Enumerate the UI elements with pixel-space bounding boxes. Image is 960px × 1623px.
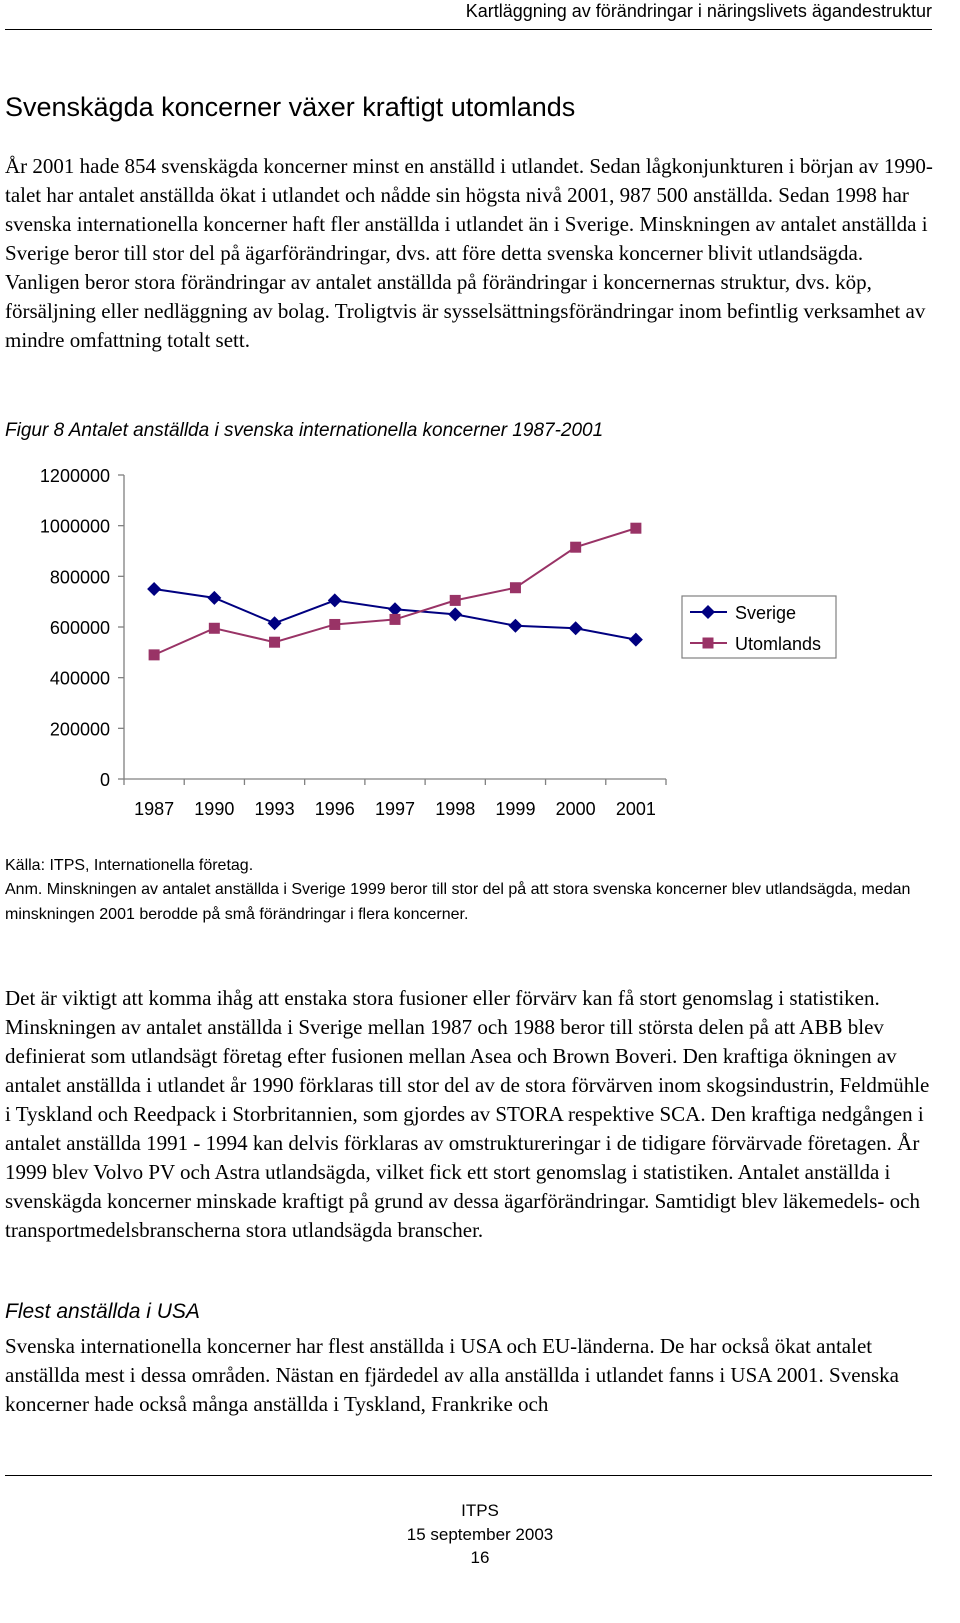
x-tick-label: 1999 xyxy=(495,799,536,819)
paragraph-discussion: Det är viktigt att komma ihåg att enstaka stora fusioner eller förvärv kan få stort genomslag i statistiken. Minskningen av antalet anställda i Sverige mellan 1987 och 1988 beror till största delen på att ABB blev definierat som utlandsägt företag efter fusionen mellan Asea och Brown Boveri. Den kraftiga ökningen av antalet anställda i utlandet år 1990 förklaras till stor del av de stora förvärven inom skogsindustrin, Feldmühle i Tyskland och Reedpack i Storbritannien, som gjordes av STORA respektive SCA. Den kraftiga nedgången i antalet anställda 1991 - 1994 kan delvis förklaras av omstruktureringar i de tidigare förvärvade företagen. År 1999 blev Volvo PV och Astra utlandsägda, vilket fick ett stort genomslag i statistiken. Antalet anställda i svenskägda koncerner minskade kraftigt på grund av dessa ägarförändringar. Samtidigt blev läkemedels- och transportmedelsbranscherna stora utlandsägda branscher. xyxy=(5,986,930,1242)
y-tick-label: 1200000 xyxy=(39,466,110,486)
data-point-utomlands xyxy=(390,614,401,625)
data-point-sverige xyxy=(147,582,161,596)
x-tick-label: 2000 xyxy=(555,799,596,819)
data-point-utomlands xyxy=(269,637,280,648)
y-tick-label: 600000 xyxy=(49,618,110,638)
data-point-utomlands xyxy=(329,619,340,630)
data-point-utomlands xyxy=(570,542,581,553)
header-divider xyxy=(5,29,932,30)
x-tick-label: 1998 xyxy=(435,799,476,819)
x-tick-label: 1990 xyxy=(194,799,235,819)
data-point-sverige xyxy=(448,607,462,621)
running-header: Kartläggning av förändringar i näringslivets ägandestruktur xyxy=(465,1,932,21)
legend-marker xyxy=(703,638,714,649)
x-tick-label: 1993 xyxy=(254,799,295,819)
footer-date: 15 september 2003 xyxy=(406,1525,554,1544)
footer-org: ITPS xyxy=(461,1501,499,1520)
data-point-sverige xyxy=(207,591,221,605)
x-tick-label: 1997 xyxy=(374,799,416,819)
x-tick-label: 2001 xyxy=(615,799,656,819)
paragraph-usa: Svenska internationella koncerner har flest anställda i USA och EU-länderna. De har också ökat antalet anställda mest i dessa områden. Nästan en fjärdedel av alla anställda i utlandet fanns i USA 2001. Svenska koncerner hade också många anställda i Tyskland, Frankrike och xyxy=(5,1334,900,1416)
x-tick-label: 1996 xyxy=(314,799,355,819)
section-title: Svenskägda koncerner växer kraftigt utomlands xyxy=(5,92,576,122)
legend-label: Sverige xyxy=(735,603,797,623)
figure-source: Källa: ITPS, Internationella företag. xyxy=(5,857,254,874)
data-point-sverige xyxy=(268,616,282,630)
x-tick-label: 1987 xyxy=(134,799,175,819)
data-point-utomlands xyxy=(209,623,220,634)
legend-label: Utomlands xyxy=(735,634,822,654)
y-tick-label: 400000 xyxy=(49,668,110,689)
data-point-sverige xyxy=(569,621,583,635)
data-point-sverige xyxy=(328,593,342,607)
subheading: Flest anställda i USA xyxy=(5,1300,200,1323)
data-point-utomlands xyxy=(510,582,521,593)
line-chart xyxy=(0,455,960,830)
data-point-utomlands xyxy=(450,595,461,606)
y-tick-label: 1000000 xyxy=(39,516,110,537)
figure-note: Anm. Minskningen av antalet anställda i Sverige 1999 beror till stor del på att stora svenska koncerner blev utlandsägda, medan minskningen 2001 berodde på små förändringar i flera koncerner. xyxy=(5,881,911,923)
data-point-sverige xyxy=(629,633,643,647)
paragraph-intro: År 2001 hade 854 svenskägda koncerner minst en anställd i utlandet. Sedan lågkonjunkturen i början av 1990-talet har antalet anställda ökat i utlandet och nådde sin högsta nivå 2001, 987 500 anställda. Sedan 1998 har svenska internationella koncerner haft fler anställda i utlandet än i Sverige. Minskningen av antalet anställda i Sverige beror till stor del på ägarförändringar, dvs. att före detta svenska koncerner blivit utlandsägda. Vanligen beror stora förändringar av antalet anställda på förändringar i koncernernas struktur, dvs. köp, försäljning eller nedläggning av bolag. Troligtvis är sysselsättningsförändringar inom befintlig verksamhet av mindre omfattning totalt sett. xyxy=(5,154,933,352)
y-tick-label: 0 xyxy=(99,770,110,790)
data-point-utomlands xyxy=(630,523,641,534)
series-line-utomlands xyxy=(154,528,636,655)
data-point-sverige xyxy=(508,619,522,633)
figure-caption: Figur 8 Antalet anställda i svenska internationella koncerner 1987-2001 xyxy=(5,420,604,441)
data-point-utomlands xyxy=(149,649,160,660)
page-number: 16 xyxy=(470,1548,490,1567)
y-tick-label: 200000 xyxy=(49,719,110,740)
footer-divider xyxy=(5,1475,932,1476)
y-tick-label: 800000 xyxy=(49,567,110,588)
